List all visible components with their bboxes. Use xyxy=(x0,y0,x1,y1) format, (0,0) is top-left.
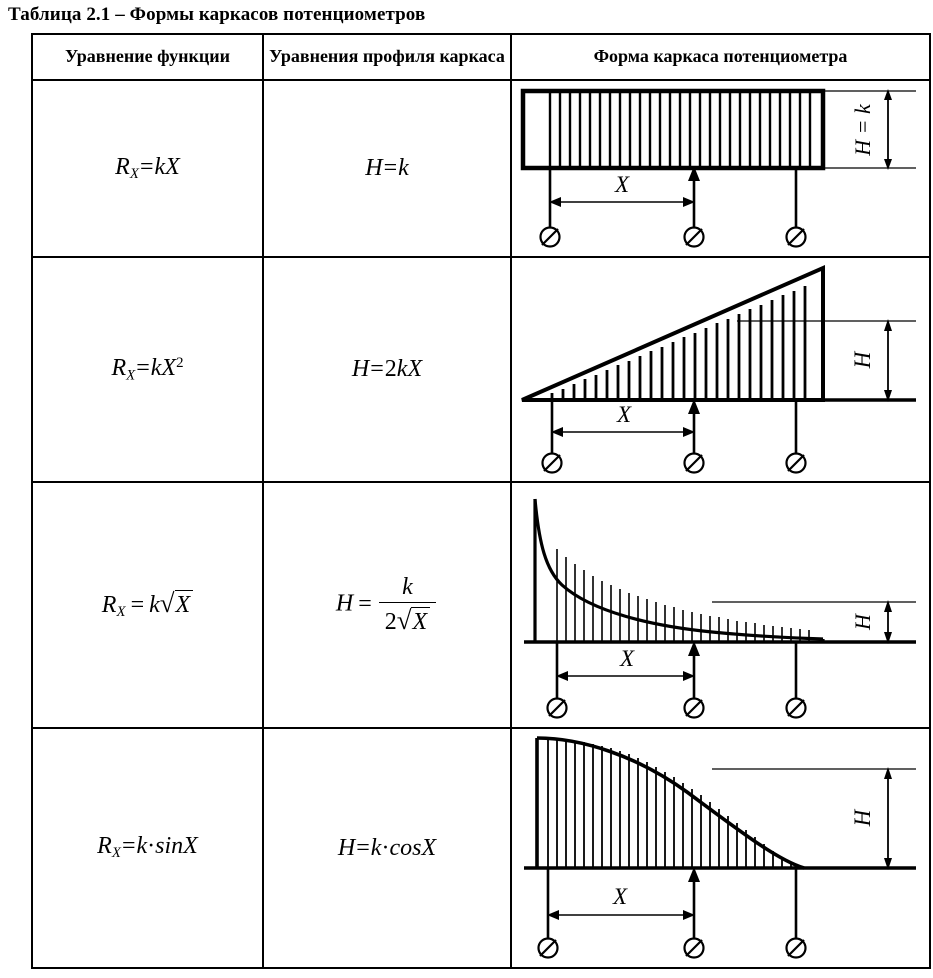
symbol-k: k xyxy=(149,592,160,619)
symbol-sin: sin xyxy=(155,833,184,860)
table-caption: Таблица 2.1 – Формы каркасов потенциометров xyxy=(8,4,426,25)
terminal-symbol xyxy=(685,699,704,718)
profile-equation-sine xyxy=(263,728,511,968)
symbol-middot: · xyxy=(381,834,390,861)
diagram-cosine-frame xyxy=(512,730,927,966)
symbol-X: X xyxy=(411,607,430,636)
symbol-middot: · xyxy=(147,833,156,860)
symbol-k: k xyxy=(398,155,409,181)
column-header-function-equation: Уравнение функции xyxy=(32,34,263,80)
terminal-symbol xyxy=(787,699,806,718)
hatch-lines xyxy=(548,739,791,868)
symbol-equals: = xyxy=(356,834,370,861)
symbol-equals: = xyxy=(383,155,398,181)
terminal-symbol xyxy=(685,228,704,247)
symbol-X: X xyxy=(407,356,423,382)
sqrt-group xyxy=(160,588,193,619)
height-label: H xyxy=(850,351,875,369)
figure-sine-frame xyxy=(511,728,930,968)
frame-outline xyxy=(523,91,823,168)
symbol-X: X xyxy=(165,153,180,180)
symbol-k: k xyxy=(396,356,408,382)
terminal-symbols xyxy=(539,939,806,958)
column-header-frame-shape: Форма каркаса потенциометра xyxy=(511,34,930,80)
symbol-H: H xyxy=(337,834,356,861)
hatch-lines xyxy=(552,286,805,400)
symbol-R: R xyxy=(97,833,112,860)
fraction xyxy=(379,574,436,636)
symbol-H: H xyxy=(351,356,370,382)
symbol-X-subscript: X xyxy=(116,604,126,621)
diagram-triangle-frame xyxy=(512,259,927,480)
width-dimension-arrow xyxy=(547,910,695,920)
symbol-equals: = xyxy=(139,153,154,180)
symbol-X-subscript: X xyxy=(126,367,136,384)
diagram-inverse-sqrt-frame xyxy=(512,484,927,726)
width-label: X xyxy=(619,646,635,671)
terminal-symbol xyxy=(548,699,567,718)
width-label: X xyxy=(616,402,632,427)
function-equation-square xyxy=(32,257,263,482)
symbol-X-subscript: X xyxy=(129,166,139,183)
terminal-leads xyxy=(548,868,796,938)
table-row xyxy=(32,257,930,482)
figure-linear-frame xyxy=(511,80,930,257)
symbol-R: R xyxy=(111,355,127,381)
width-dimension-arrow xyxy=(551,427,695,437)
figure-square-frame xyxy=(511,257,930,482)
terminal-symbol xyxy=(543,454,562,473)
function-equation-linear xyxy=(32,80,263,257)
profile-equation-linear xyxy=(263,80,511,257)
table-row xyxy=(32,80,930,257)
terminal-symbol xyxy=(787,228,806,247)
terminal-symbol xyxy=(541,228,560,247)
terminal-symbol xyxy=(787,939,806,958)
symbol-exponent-2: 2 xyxy=(176,354,184,371)
hatch-lines xyxy=(550,92,810,167)
profile-equation-square xyxy=(263,257,511,482)
symbol-two: 2 xyxy=(384,356,397,382)
width-label: X xyxy=(612,884,628,909)
terminal-symbol xyxy=(685,454,704,473)
profile-equation-sqrt xyxy=(263,482,511,728)
figure-sqrt-frame xyxy=(511,482,930,728)
terminal-leads xyxy=(557,642,796,698)
height-label: H = k xyxy=(850,104,875,156)
fraction-numerator: k xyxy=(379,574,436,603)
symbol-X: X xyxy=(175,590,194,619)
terminal-leads xyxy=(550,168,796,227)
symbol-X: X xyxy=(183,833,198,860)
function-equation-sqrt xyxy=(32,482,263,728)
fraction-denominator xyxy=(379,603,436,636)
symbol-equals: = xyxy=(130,592,145,619)
width-dimension-arrow xyxy=(556,671,695,681)
symbol-X-subscript: X xyxy=(111,845,121,862)
symbol-X: X xyxy=(161,355,177,381)
width-label: X xyxy=(614,172,630,197)
potentiometer-frame-table xyxy=(31,33,931,969)
height-dimension-arrow xyxy=(884,89,892,170)
symbol-k: k xyxy=(370,834,382,861)
symbol-equals: = xyxy=(136,355,150,381)
terminal-symbol xyxy=(685,939,704,958)
symbol-k: k xyxy=(136,833,148,860)
diagram-rectangle-frame xyxy=(512,82,927,255)
height-label: H xyxy=(850,809,875,827)
symbol-two: 2 xyxy=(384,609,397,635)
terminal-symbols xyxy=(548,699,806,718)
frame-curve xyxy=(537,738,804,868)
symbol-k: k xyxy=(150,355,162,381)
symbol-H: H xyxy=(335,590,354,617)
height-label: H xyxy=(850,614,875,630)
radical-sign: √ xyxy=(396,605,412,635)
table-header-row xyxy=(32,34,930,80)
symbol-X: X xyxy=(421,834,437,861)
symbol-R: R xyxy=(101,592,117,619)
terminal-leads xyxy=(552,400,796,453)
function-equation-sine xyxy=(32,728,263,968)
table-row xyxy=(32,728,930,968)
terminal-symbols xyxy=(543,454,806,473)
symbol-equals: = xyxy=(121,833,136,860)
symbol-cos: cos xyxy=(389,834,422,861)
table-row xyxy=(32,482,930,728)
sqrt-group xyxy=(397,605,430,636)
width-dimension-arrow xyxy=(549,197,695,207)
height-dimension-arrow xyxy=(884,319,892,402)
symbol-equals: = xyxy=(358,590,372,617)
symbol-R: R xyxy=(115,153,130,180)
terminal-symbols xyxy=(541,228,806,247)
height-dimension-arrow xyxy=(884,600,892,644)
column-header-profile-equation: Уравнения профиля каркаса xyxy=(263,34,511,80)
symbol-equals: = xyxy=(370,356,384,382)
terminal-symbol xyxy=(787,454,806,473)
frame-curve xyxy=(535,499,823,639)
terminal-symbol xyxy=(539,939,558,958)
radical-sign: √ xyxy=(159,588,175,619)
symbol-H: H xyxy=(365,155,383,181)
height-dimension-arrow xyxy=(884,767,892,870)
symbol-k: k xyxy=(154,153,166,180)
